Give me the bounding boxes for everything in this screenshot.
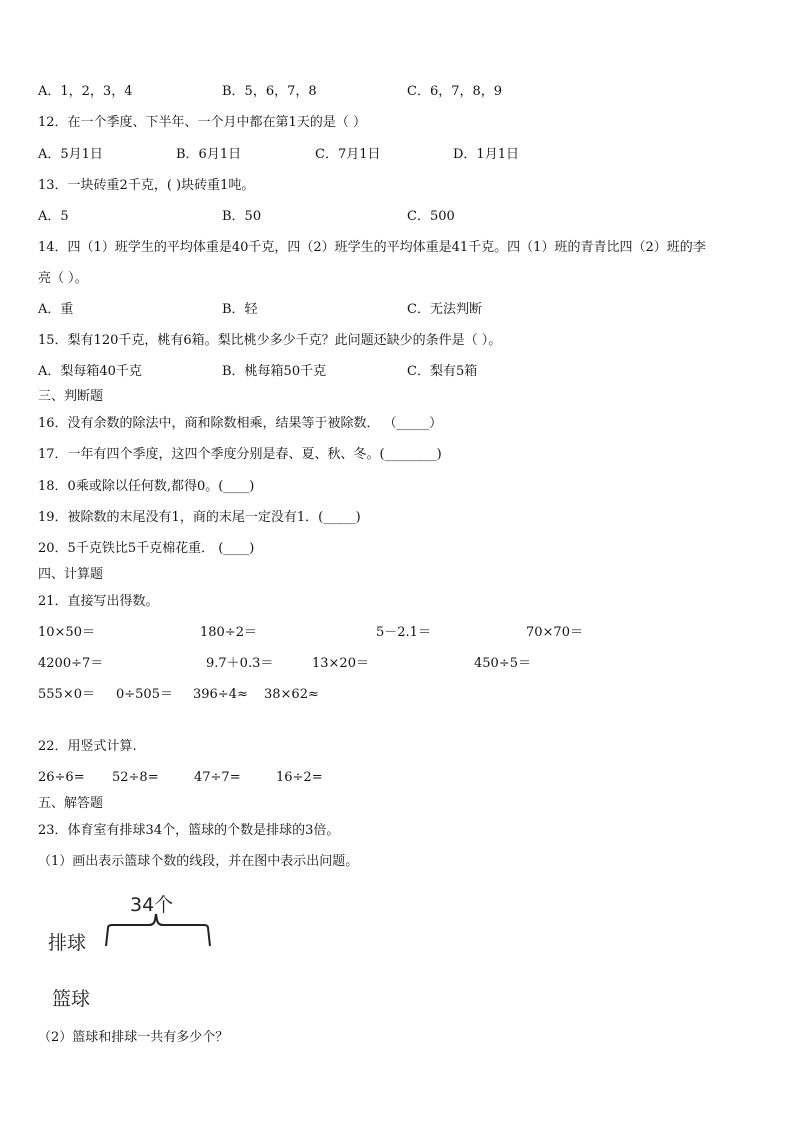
- diagram-count-label: 34个: [130, 894, 174, 916]
- q21-r1-c2: 180÷2＝: [200, 625, 257, 640]
- q23-part1-text: （1）画出表示篮球个数的线段，并在图中表示出问题。: [38, 854, 359, 869]
- q21-r1-c3: 5－2.1＝: [376, 625, 431, 640]
- q14-option-c: C．无法判断: [407, 302, 482, 317]
- q15-option-a: A．梨每箱40千克: [38, 364, 142, 379]
- q12-option-c: C．7月1日: [315, 147, 381, 162]
- q12-option-d: D．1月1日: [453, 147, 519, 162]
- diagram-basketball-label: 篮球: [52, 988, 91, 1010]
- q14-text-line1: 14．四（1）班学生的平均体重是40千克，四（2）班学生的平均体重是41千克。四（1）班的青青比四（2）班的李: [38, 240, 706, 255]
- q21-r3-c2: 0÷505＝: [116, 687, 173, 702]
- section-heading-word-problems: 五、解答题: [38, 796, 104, 811]
- q22-item-2: 52÷8=: [112, 770, 159, 785]
- diagram-volleyball-label: 排球: [48, 932, 87, 954]
- section-heading-judgement: 三、判断题: [38, 389, 104, 404]
- q21-r2-c1: 4200÷7＝: [38, 656, 104, 671]
- q15-option-b: B．桃每箱50千克: [222, 364, 327, 379]
- brace-segment-icon: [104, 910, 216, 950]
- q15-option-c: C．梨有5箱: [407, 364, 478, 379]
- q21-r3-c3: 396÷4≈: [193, 687, 248, 702]
- q11-option-a: A．1，2，3，4: [38, 84, 133, 99]
- q21-r1-c4: 70×70＝: [526, 625, 583, 640]
- q11-option-c: C．6，7，8，9: [407, 84, 503, 99]
- q21-r3-c4: 38×62≈: [264, 687, 319, 702]
- q13-option-b: B．50: [222, 209, 262, 224]
- q14-option-b: B．轻: [222, 302, 258, 317]
- q23-part2-text: （2）篮球和排球一共有多少个？: [38, 1030, 229, 1045]
- q21-r3-c1: 555×0＝: [38, 687, 95, 702]
- q14-text-line2: 亮（ ）。: [38, 271, 88, 286]
- q16-text: 16．没有余数的除法中，商和除数相乘，结果等于被除数． （_____）: [38, 416, 443, 431]
- q12-text: 12．在一个季度、下半年、一个月中都在第1天的是（ ）: [38, 115, 366, 130]
- q22-item-1: 26÷6=: [38, 770, 85, 785]
- q12-option-b: B．6月1日: [176, 147, 242, 162]
- q23-text: 23．体育室有排球34个，篮球的个数是排球的3倍。: [38, 823, 340, 838]
- q22-text: 22．用竖式计算.: [38, 739, 137, 754]
- q21-r1-c1: 10×50＝: [38, 625, 95, 640]
- q14-option-a: A．重: [38, 302, 74, 317]
- q13-text: 13．一块砖重2千克，( )块砖重1吨。: [38, 178, 255, 193]
- q13-option-a: A．5: [38, 209, 69, 224]
- q13-option-c: C．500: [407, 209, 455, 224]
- q17-text: 17．一年有四个季度，这四个季度分别是春、夏、秋、冬。(________): [38, 447, 442, 462]
- q12-option-a: A．5月1日: [38, 147, 103, 162]
- q19-text: 19．被除数的末尾没有1，商的末尾一定没有1．(_____): [38, 510, 361, 525]
- q21-r2-c3: 13×20＝: [312, 656, 369, 671]
- q20-text: 20．5千克铁比5千克棉花重． (____): [38, 541, 255, 556]
- q21-text: 21．直接写出得数。: [38, 594, 159, 609]
- q22-item-3: 47÷7=: [194, 770, 241, 785]
- q11-option-b: B．5，6，7，8: [222, 84, 317, 99]
- q22-item-4: 16÷2=: [276, 770, 323, 785]
- q15-text: 15．梨有120千克，桃有6箱。梨比桃少多少千克？此问题还缺少的条件是（ ）。: [38, 333, 502, 348]
- section-heading-calculation: 四、计算题: [38, 567, 104, 582]
- q21-r2-c4: 450÷5＝: [474, 656, 531, 671]
- line-segment-diagram: [44, 888, 224, 1013]
- q18-text: 18．0乘或除以任何数,都得0。(____): [38, 479, 255, 494]
- q21-r2-c2: 9.7＋0.3＝: [206, 656, 274, 671]
